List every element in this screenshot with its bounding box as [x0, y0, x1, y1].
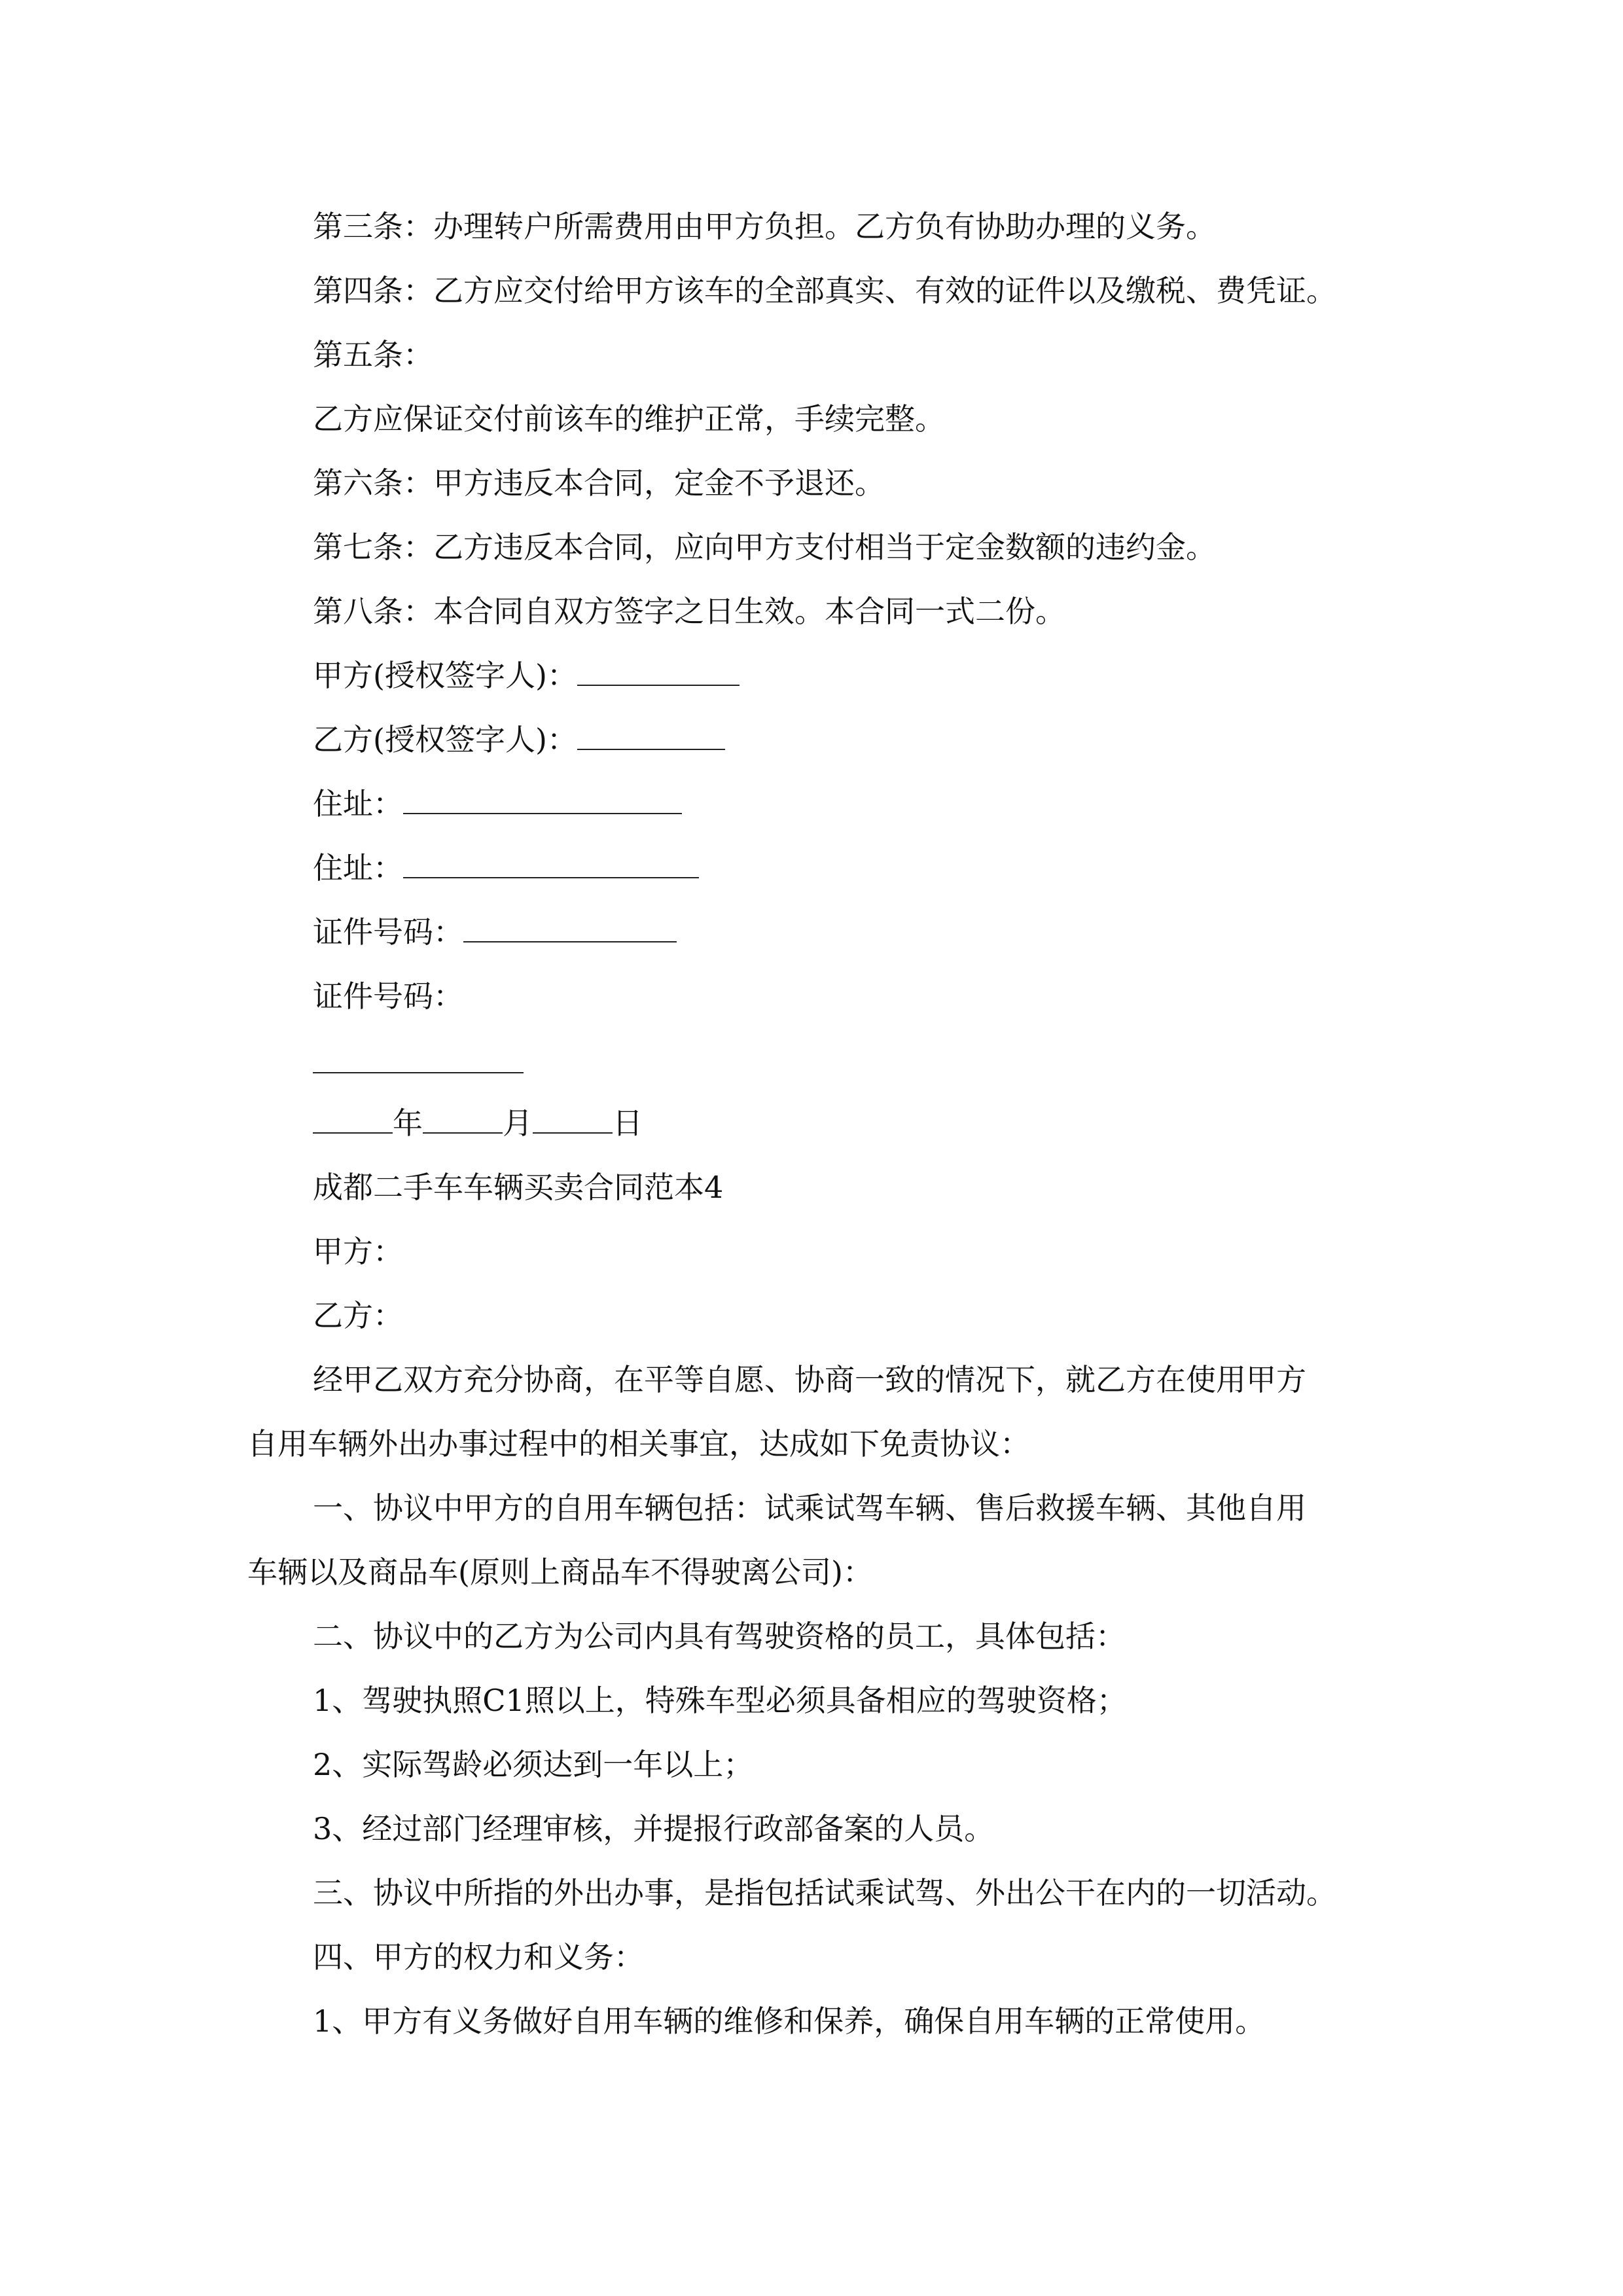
- address-2-blank: [403, 851, 699, 878]
- id-2-blank: [313, 1072, 524, 1073]
- party-a-signature-blank: [577, 658, 740, 686]
- clause-3: 第三条：办理转户所需费用由甲方负担。乙方负有协助办理的义务。: [313, 209, 1216, 244]
- contract-4-party-a: 甲方：: [313, 1234, 403, 1269]
- address-2-label: 住址：: [313, 850, 403, 886]
- clause-5-body: 乙方应保证交付前该车的维护正常，手续完整。: [313, 401, 945, 437]
- id-1-blank: [463, 915, 677, 942]
- contract-4-party-b: 乙方：: [313, 1298, 403, 1333]
- item-2: 二、协议中的乙方为公司内具有驾驶资格的员工，具体包括：: [313, 1619, 1126, 1654]
- clause-8: 第八条：本合同自双方签字之日生效。本合同一式二份。: [313, 594, 1065, 629]
- address-2-line: [313, 848, 699, 888]
- item-2-3: 3、经过部门经理审核，并提报行政部备案的人员。: [313, 1811, 995, 1846]
- id-1-line: [313, 912, 677, 952]
- year-label: 年: [393, 1105, 423, 1141]
- party-b-signature-line: [313, 720, 725, 759]
- party-a-signature-label: 甲方(授权签字人)：: [313, 658, 577, 693]
- clause-6: 第六条：甲方违反本合同，定金不予退还。: [313, 465, 885, 501]
- day-label: 日: [613, 1105, 643, 1141]
- clause-7: 第七条：乙方违反本合同，应向甲方支付相当于定金数额的违约金。: [313, 529, 1216, 565]
- month-blank: [423, 1106, 503, 1134]
- year-blank: [313, 1106, 393, 1134]
- intro-line-2: 自用车辆外出办事过程中的相关事宜，达成如下免责协议：: [247, 1426, 1030, 1462]
- clause-4: 第四条：乙方应交付给甲方该车的全部真实、有效的证件以及缴税、费凭证。: [313, 273, 1336, 308]
- item-2-1: 1、驾驶执照C1照以上，特殊车型必须具备相应的驾驶资格；: [313, 1683, 1127, 1718]
- contract-4-title: 成都二手车车辆买卖合同范本4: [313, 1170, 724, 1205]
- item-1-line-2: 车辆以及商品车(原则上商品车不得驶离公司)：: [247, 1554, 873, 1590]
- party-b-signature-label: 乙方(授权签字人)：: [313, 722, 577, 757]
- item-2-2: 2、实际驾龄必须达到一年以上；: [313, 1747, 754, 1782]
- party-b-signature-blank: [577, 723, 725, 750]
- item-1-line-1: 一、协议中甲方的自用车辆包括：试乘试驾车辆、售后救援车辆、其他自用: [313, 1490, 1306, 1526]
- id-2-label: 证件号码：: [313, 978, 463, 1014]
- address-1-label: 住址：: [313, 786, 403, 821]
- address-1-line: [313, 784, 682, 823]
- item-4: 四、甲方的权力和义务：: [313, 1939, 644, 1975]
- item-4-1: 1、甲方有义务做好自用车辆的维修和保养，确保自用车辆的正常使用。: [313, 2003, 1266, 2039]
- id-1-label: 证件号码：: [313, 914, 463, 950]
- address-1-blank: [403, 787, 682, 814]
- day-blank: [533, 1106, 613, 1134]
- month-label: 月: [503, 1105, 533, 1141]
- party-a-signature-line: [313, 656, 740, 695]
- date-line: [313, 1103, 643, 1143]
- intro-line-1: 经甲乙双方充分协商，在平等自愿、协商一致的情况下，就乙方在使用甲方: [313, 1362, 1306, 1397]
- item-3: 三、协议中所指的外出办事，是指包括试乘试驾、外出公干在内的一切活动。: [313, 1875, 1336, 1910]
- clause-5-title: 第五条：: [313, 337, 433, 372]
